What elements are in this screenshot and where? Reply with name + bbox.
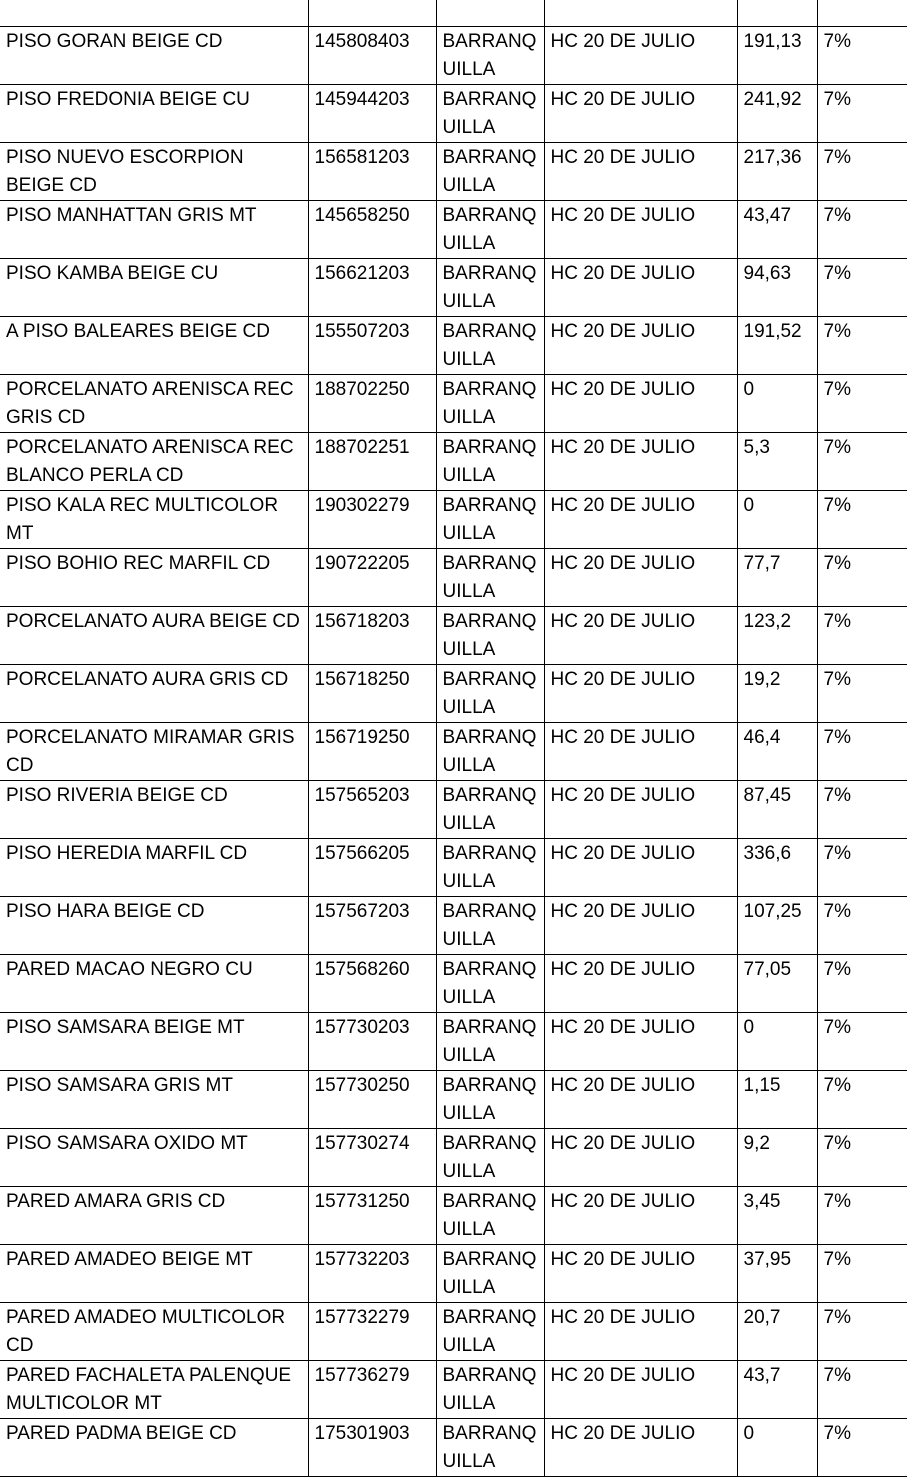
store-cell: HC 20 DE JULIO xyxy=(544,607,737,665)
store-cell: HC 20 DE JULIO xyxy=(544,549,737,607)
store-cell: HC 20 DE JULIO xyxy=(544,955,737,1013)
code-cell: 157565203 xyxy=(308,781,436,839)
table-row xyxy=(0,259,907,317)
code-cell: 157732279 xyxy=(308,1303,436,1361)
code-cell: 156718203 xyxy=(308,607,436,665)
table-row xyxy=(0,375,907,433)
city-cell: BARRANQUILLA xyxy=(436,1071,544,1129)
product-cell: PISO KALA REC MULTICOLOR MT xyxy=(0,491,308,549)
city-cell: BARRANQUILLA xyxy=(436,723,544,781)
store-cell: HC 20 DE JULIO xyxy=(544,491,737,549)
city-cell: BARRANQUILLA xyxy=(436,85,544,143)
product-cell xyxy=(0,0,308,27)
store-cell: HC 20 DE JULIO xyxy=(544,1245,737,1303)
tax-cell: 7% xyxy=(817,1129,907,1187)
city-cell: BARRANQUILLA xyxy=(436,781,544,839)
quantity-cell: 1,15 xyxy=(737,1071,817,1129)
store-cell: HC 20 DE JULIO xyxy=(544,85,737,143)
quantity-cell: 43,7 xyxy=(737,1361,817,1419)
product-cell: PISO NUEVO ESCORPION BEIGE CD xyxy=(0,143,308,201)
code-cell xyxy=(308,0,436,27)
table-row xyxy=(0,0,907,27)
quantity-cell: 46,4 xyxy=(737,723,817,781)
product-cell: PARED AMADEO MULTICOLOR CD xyxy=(0,1303,308,1361)
tax-cell: 7% xyxy=(817,433,907,491)
code-cell: 156621203 xyxy=(308,259,436,317)
store-cell: HC 20 DE JULIO xyxy=(544,1129,737,1187)
product-cell: PISO SAMSARA GRIS MT xyxy=(0,1071,308,1129)
code-cell: 188702251 xyxy=(308,433,436,491)
quantity-cell: 19,2 xyxy=(737,665,817,723)
product-cell: PARED MACAO NEGRO CU xyxy=(0,955,308,1013)
quantity-cell: 107,25 xyxy=(737,897,817,955)
product-cell: PISO HARA BEIGE CD xyxy=(0,897,308,955)
city-cell: BARRANQUILLA xyxy=(436,1361,544,1419)
product-cell: PISO BOHIO REC MARFIL CD xyxy=(0,549,308,607)
table-row xyxy=(0,1071,907,1129)
tax-cell: 7% xyxy=(817,259,907,317)
store-cell: HC 20 DE JULIO xyxy=(544,723,737,781)
code-cell: 157730203 xyxy=(308,1013,436,1071)
table-row xyxy=(0,1129,907,1187)
table-row xyxy=(0,955,907,1013)
tax-cell: 7% xyxy=(817,143,907,201)
quantity-cell: 94,63 xyxy=(737,259,817,317)
table-row xyxy=(0,723,907,781)
tax-cell xyxy=(817,0,907,27)
store-cell: HC 20 DE JULIO xyxy=(544,665,737,723)
store-cell: HC 20 DE JULIO xyxy=(544,1419,737,1477)
code-cell: 188702250 xyxy=(308,375,436,433)
tax-cell: 7% xyxy=(817,1419,907,1477)
tax-cell: 7% xyxy=(817,1071,907,1129)
tax-cell: 7% xyxy=(817,317,907,375)
tax-cell: 7% xyxy=(817,607,907,665)
table-row xyxy=(0,665,907,723)
table-row xyxy=(0,317,907,375)
table-row xyxy=(0,201,907,259)
tax-cell: 7% xyxy=(817,955,907,1013)
product-cell: PORCELANATO ARENISCA REC BLANCO PERLA CD xyxy=(0,433,308,491)
quantity-cell: 77,7 xyxy=(737,549,817,607)
city-cell: BARRANQUILLA xyxy=(436,1245,544,1303)
code-cell: 157730274 xyxy=(308,1129,436,1187)
store-cell xyxy=(544,0,737,27)
city-cell: BARRANQUILLA xyxy=(436,665,544,723)
table-row xyxy=(0,1187,907,1245)
city-cell xyxy=(436,0,544,27)
product-cell: PORCELANATO ARENISCA REC GRIS CD xyxy=(0,375,308,433)
store-cell: HC 20 DE JULIO xyxy=(544,1071,737,1129)
code-cell: 145808403 xyxy=(308,27,436,85)
tax-cell: 7% xyxy=(817,1245,907,1303)
table-row xyxy=(0,85,907,143)
city-cell: BARRANQUILLA xyxy=(436,549,544,607)
city-cell: BARRANQUILLA xyxy=(436,607,544,665)
city-cell: BARRANQUILLA xyxy=(436,143,544,201)
quantity-cell: 191,13 xyxy=(737,27,817,85)
city-cell: BARRANQUILLA xyxy=(436,201,544,259)
store-cell: HC 20 DE JULIO xyxy=(544,839,737,897)
quantity-cell: 9,2 xyxy=(737,1129,817,1187)
table-row xyxy=(0,491,907,549)
code-cell: 157736279 xyxy=(308,1361,436,1419)
quantity-cell: 123,2 xyxy=(737,607,817,665)
store-cell: HC 20 DE JULIO xyxy=(544,781,737,839)
city-cell: BARRANQUILLA xyxy=(436,955,544,1013)
product-cell: PISO FREDONIA BEIGE CU xyxy=(0,85,308,143)
code-cell: 157730250 xyxy=(308,1071,436,1129)
code-cell: 190722205 xyxy=(308,549,436,607)
city-cell: BARRANQUILLA xyxy=(436,259,544,317)
tax-cell: 7% xyxy=(817,27,907,85)
product-cell: PISO RIVERIA BEIGE CD xyxy=(0,781,308,839)
city-cell: BARRANQUILLA xyxy=(436,27,544,85)
quantity-cell xyxy=(737,0,817,27)
product-cell: PARED AMADEO BEIGE MT xyxy=(0,1245,308,1303)
code-cell: 190302279 xyxy=(308,491,436,549)
store-cell: HC 20 DE JULIO xyxy=(544,375,737,433)
product-cell: PISO SAMSARA OXIDO MT xyxy=(0,1129,308,1187)
table-row xyxy=(0,27,907,85)
store-cell: HC 20 DE JULIO xyxy=(544,143,737,201)
product-cell: PISO MANHATTAN GRIS MT xyxy=(0,201,308,259)
city-cell: BARRANQUILLA xyxy=(436,1303,544,1361)
tax-cell: 7% xyxy=(817,839,907,897)
quantity-cell: 241,92 xyxy=(737,85,817,143)
city-cell: BARRANQUILLA xyxy=(436,491,544,549)
store-cell: HC 20 DE JULIO xyxy=(544,1187,737,1245)
city-cell: BARRANQUILLA xyxy=(436,1129,544,1187)
code-cell: 145658250 xyxy=(308,201,436,259)
store-cell: HC 20 DE JULIO xyxy=(544,201,737,259)
store-cell: HC 20 DE JULIO xyxy=(544,317,737,375)
store-cell: HC 20 DE JULIO xyxy=(544,1361,737,1419)
tax-cell: 7% xyxy=(817,1361,907,1419)
store-cell: HC 20 DE JULIO xyxy=(544,27,737,85)
product-cell: PISO GORAN BEIGE CD xyxy=(0,27,308,85)
table-row xyxy=(0,143,907,201)
store-cell: HC 20 DE JULIO xyxy=(544,1013,737,1071)
table-row xyxy=(0,433,907,491)
product-cell: PISO KAMBA BEIGE CU xyxy=(0,259,308,317)
code-cell: 156719250 xyxy=(308,723,436,781)
city-cell: BARRANQUILLA xyxy=(436,897,544,955)
product-cell: PARED AMARA GRIS CD xyxy=(0,1187,308,1245)
table-row xyxy=(0,1245,907,1303)
quantity-cell: 5,3 xyxy=(737,433,817,491)
table-row xyxy=(0,839,907,897)
table-row xyxy=(0,607,907,665)
city-cell: BARRANQUILLA xyxy=(436,433,544,491)
tax-cell: 7% xyxy=(817,201,907,259)
store-cell: HC 20 DE JULIO xyxy=(544,259,737,317)
code-cell: 145944203 xyxy=(308,85,436,143)
tax-cell: 7% xyxy=(817,781,907,839)
code-cell: 157568260 xyxy=(308,955,436,1013)
code-cell: 156718250 xyxy=(308,665,436,723)
quantity-cell: 217,36 xyxy=(737,143,817,201)
product-cell: PISO HEREDIA MARFIL CD xyxy=(0,839,308,897)
quantity-cell: 0 xyxy=(737,1013,817,1071)
table-row xyxy=(0,1361,907,1419)
tax-cell: 7% xyxy=(817,665,907,723)
product-cell: PORCELANATO AURA BEIGE CD xyxy=(0,607,308,665)
city-cell: BARRANQUILLA xyxy=(436,1187,544,1245)
product-cell: PORCELANATO AURA GRIS CD xyxy=(0,665,308,723)
code-cell: 155507203 xyxy=(308,317,436,375)
quantity-cell: 87,45 xyxy=(737,781,817,839)
product-cell: PISO SAMSARA BEIGE MT xyxy=(0,1013,308,1071)
city-cell: BARRANQUILLA xyxy=(436,839,544,897)
city-cell: BARRANQUILLA xyxy=(436,1013,544,1071)
quantity-cell: 77,05 xyxy=(737,955,817,1013)
product-cell: PARED FACHALETA PALENQUE MULTICOLOR MT xyxy=(0,1361,308,1419)
city-cell: BARRANQUILLA xyxy=(436,375,544,433)
code-cell: 175301903 xyxy=(308,1419,436,1477)
code-cell: 157731250 xyxy=(308,1187,436,1245)
code-cell: 157566205 xyxy=(308,839,436,897)
table-row xyxy=(0,897,907,955)
quantity-cell: 37,95 xyxy=(737,1245,817,1303)
city-cell: BARRANQUILLA xyxy=(436,317,544,375)
quantity-cell: 336,6 xyxy=(737,839,817,897)
store-cell: HC 20 DE JULIO xyxy=(544,433,737,491)
tax-cell: 7% xyxy=(817,491,907,549)
table-row xyxy=(0,1013,907,1071)
tax-cell: 7% xyxy=(817,375,907,433)
quantity-cell: 0 xyxy=(737,1419,817,1477)
tax-cell: 7% xyxy=(817,897,907,955)
table-row xyxy=(0,1419,907,1477)
tax-cell: 7% xyxy=(817,85,907,143)
store-cell: HC 20 DE JULIO xyxy=(544,1303,737,1361)
quantity-cell: 20,7 xyxy=(737,1303,817,1361)
code-cell: 157732203 xyxy=(308,1245,436,1303)
tax-cell: 7% xyxy=(817,1187,907,1245)
table-row xyxy=(0,781,907,839)
tax-cell: 7% xyxy=(817,1303,907,1361)
code-cell: 156581203 xyxy=(308,143,436,201)
product-cell: PORCELANATO MIRAMAR GRIS CD xyxy=(0,723,308,781)
tax-cell: 7% xyxy=(817,1013,907,1071)
tax-cell: 7% xyxy=(817,549,907,607)
table-row xyxy=(0,549,907,607)
city-cell: BARRANQUILLA xyxy=(436,1419,544,1477)
quantity-cell: 43,47 xyxy=(737,201,817,259)
product-cell: A PISO BALEARES BEIGE CD xyxy=(0,317,308,375)
store-cell: HC 20 DE JULIO xyxy=(544,897,737,955)
quantity-cell: 191,52 xyxy=(737,317,817,375)
table-row xyxy=(0,1303,907,1361)
quantity-cell: 3,45 xyxy=(737,1187,817,1245)
quantity-cell: 0 xyxy=(737,491,817,549)
code-cell: 157567203 xyxy=(308,897,436,955)
product-cell: PARED PADMA BEIGE CD xyxy=(0,1419,308,1477)
quantity-cell: 0 xyxy=(737,375,817,433)
tax-cell: 7% xyxy=(817,723,907,781)
